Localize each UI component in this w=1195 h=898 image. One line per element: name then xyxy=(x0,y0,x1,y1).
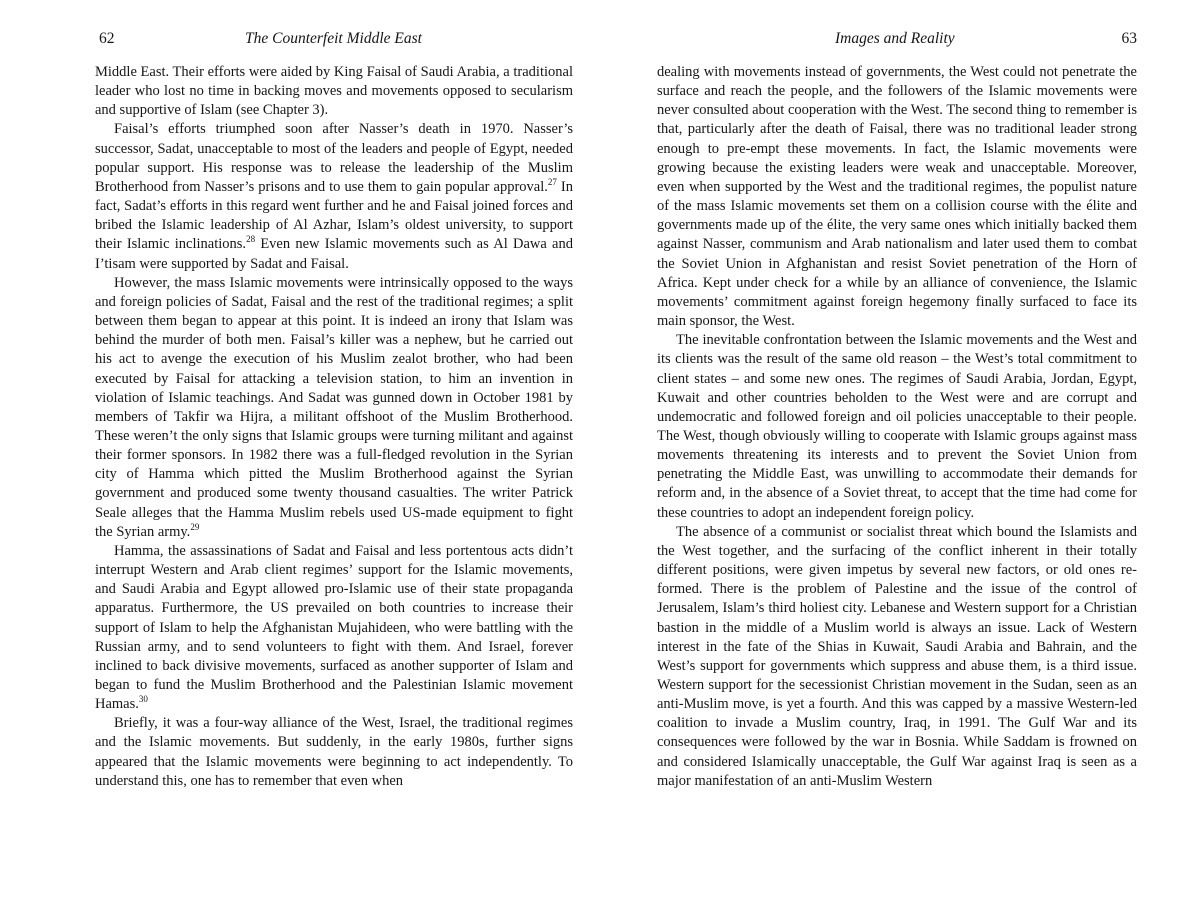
paragraph xyxy=(95,120,573,273)
footnote-ref: 30 xyxy=(138,694,148,705)
right-running-head xyxy=(657,30,1137,52)
running-title: The Counterfeit Middle East xyxy=(245,30,422,47)
text-run: Even new Islamic movements such as Al Dawa and I’tisam were supported by Sadat and Faisal. xyxy=(95,236,573,272)
paragraph xyxy=(657,63,1137,331)
paragraph xyxy=(95,274,573,542)
text-run: dealing with movements instead of governments, the West could not penetrate the surface and reach the people, and the followers of the Islamic movements were never consulted about cooperation with the West. The second thing to remember is that, particularly after the death of Faisal, there was no traditional leader strong enough to pre-empt these movements. In fact, the Islamic movements were growing because the existing leaders were weak and unacceptable. Moreover, even when supported by the West and the traditional regimes, the populist nature of the mass Islamic movements set them on a collision course with the élite and governments made up of the élite, the very same ones which initially backed them against Nasser, communism and Arab nationalism and later used them to combat the Soviet Union in Afghanistan and resist Soviet penetration of the Horn of Africa. Kept under check for a while by an alliance of convenience, the Islamic movements’ commitment against foreign hegemony finally surfaced to face its main sponsor, the West. xyxy=(657,64,1137,330)
text-run: Briefly, it was a four-way alliance of the West, Israel, the traditional regimes and the Islamic movements. But suddenly, in the early 1980s, further signs appeared that the Islamic movements were beginning to act independently. To understand this, one has to remember that even when xyxy=(95,715,573,789)
text-run: Middle East. Their efforts were aided by King Faisal of Saudi Arabia, a traditional leader who lost no time in backing moves and movements opposed to secularism and supportive of Islam (see Chapter 3). xyxy=(95,64,573,119)
right-body-text xyxy=(657,63,1137,791)
left-page xyxy=(95,0,573,898)
text-run: Hamma, the assassinations of Sadat and Faisal and less portentous acts didn’t interrupt Western and Arab client regimes’ support for the Islamic movements, and Saudi Arabia and Egypt allowed pro-Islamic use of their state propaganda apparatus. Furthermore, the US prevailed on both countries to increase their support of Islam to help the Afghanistan Mujahideen, who were battling with the Russian army, and to send volunteers to fight with them. And Israel, forever inclined to back divisive movements, surfaced as another supporter of Islam and began to fund the Muslim Brotherhood and the Palestinian Islamic movement Hamas. xyxy=(95,542,573,713)
running-title: Images and Reality xyxy=(835,30,955,47)
footnote-ref: 29 xyxy=(190,521,200,532)
text-run: The inevitable confrontation between the Islamic movements and the West and its clients was the result of the same old reason – the West’s total commitment to client states – and some new ones. The regimes of Saudi Arabia, Jordan, Egypt, Kuwait and other countries beholden to the West were and are corrupt and undemocratic and followed foreign and oil policies unacceptable to their people. The West, though obviously willing to cooperate with Islamic groups against mass movements threatening its interests and to prevent the Soviet Union from penetrating the Middle East, was unwilling to accommodate their demands for reform and, in the absence of a Soviet threat, to accept that the time had come for these countries to adopt an independent foreign policy. xyxy=(657,332,1137,521)
paragraph xyxy=(95,714,573,791)
paragraph xyxy=(657,523,1137,791)
text-run: The absence of a communist or socialist threat which bound the Islamists and the West together, and the surfacing of the conflict inherent in their totally different positions, were given impetus by several new factors, or old ones re-formed. There is the problem of Palestine and the issue of the control of Jerusalem, Islam’s third holiest city. Lebanese and Western support for a Christian bastion in the middle of a Muslim world is always an issue. Lack of Western interest in the fate of the Shias in Kuwait, Saudi Arabia and Bahrain, and the West’s support for governments which suppress and abuse them, is a third issue. Western support for the secessionist Christian movement in the Sudan, seen as an anti-Muslim move, is yet a fourth. And this was capped by a massive Western-led coalition to invade a Muslim country, Iraq, in 1991. The Gulf War and its consequences were followed by the war in Bosnia. While Saddam is frowned on and considered Islamically unacceptable, the Gulf War against Iraq is seen as a major manifestation of an anti-Muslim Western xyxy=(657,523,1137,789)
footnote-ref: 27 xyxy=(547,176,557,187)
right-page xyxy=(657,0,1137,898)
left-body-text xyxy=(95,63,573,791)
left-running-head xyxy=(95,30,573,52)
page-number: 62 xyxy=(99,30,115,47)
page-number: 63 xyxy=(1121,30,1137,47)
paragraph xyxy=(95,63,573,120)
footnote-ref: 28 xyxy=(246,234,256,245)
text-run: However, the mass Islamic movements were intrinsically opposed to the ways and foreign policies of Sadat, Faisal and the rest of the traditional regimes; a split between them began to appear at this point. It is indeed an irony that Islam was behind the murder of both men. Faisal’s killer was a nephew, but he carried out his act to avenge the execution of his Muslim zealot brother, who had been executed by Faisal for attacking a television station, to him an invention in violation of Islamic teachings. And Sadat was gunned down in October 1981 by members of Takfir wa Hijra, a militant offshoot of the Muslim Brotherhood. These weren’t the only signs that Islamic groups were turning militant and against their former sponsors. In 1982 there was a full-fledged revolution in the Syrian city of Hamma which pitted the Muslim Brotherhood against the Syrian government and produced some twenty thousand casualties. The writer Patrick Seale alleges that the Hamma Muslim rebels used US-made equipment to fight the Syrian army. xyxy=(95,274,573,540)
text-run: In fact, Sadat’s efforts in this regard went further and he and Faisal joined forces and bribed the Islamic leadership of Al Azhar, Islam’s oldest university, to support their Islamic inclinations. xyxy=(95,178,573,253)
paragraph xyxy=(95,542,573,714)
paragraph xyxy=(657,331,1137,523)
text-run: Faisal’s efforts triumphed soon after Nasser’s death in 1970. Nasser’s successor, Sadat, unacceptable to most of the leaders and people of Egypt, needed popular support. His response was to release the leadership of the Muslim Brotherhood from Nasser’s prisons and to use them to gain popular approval. xyxy=(95,121,573,195)
